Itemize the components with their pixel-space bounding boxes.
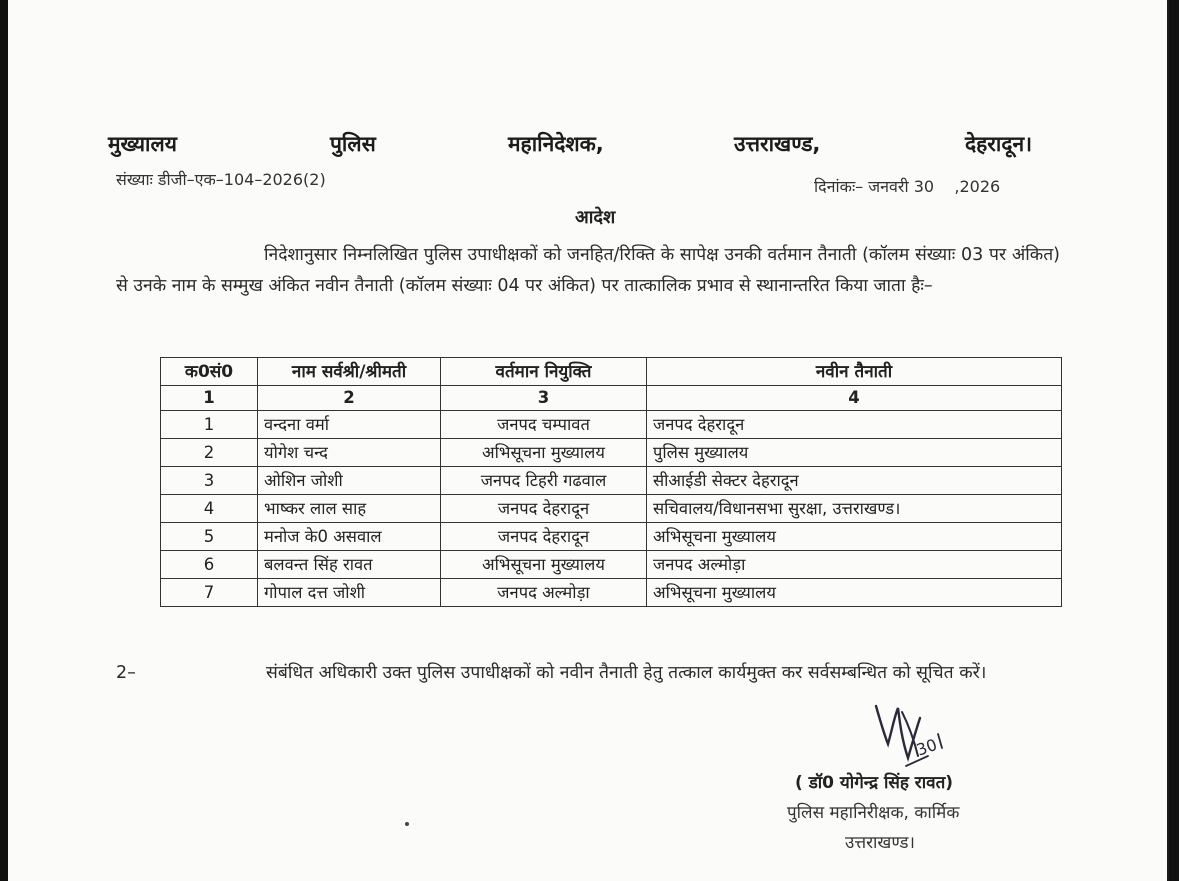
cell-current-posting: जनपद टिहरी गढवाल <box>441 467 647 495</box>
table-row <box>161 467 1062 495</box>
cell-current-posting: जनपद देहरादून <box>441 523 647 551</box>
reference-number: संख्याः डीजी–एक–104–2026(2) <box>116 170 326 189</box>
cell-serial: 3 <box>161 467 258 495</box>
cell-current-posting: जनपद देहरादून <box>441 495 647 523</box>
handwritten-signature <box>858 700 948 778</box>
cell-new-posting: अभिसूचना मुख्यालय <box>647 523 1062 551</box>
header-serial: क0सं0 <box>161 358 258 386</box>
cell-new-posting: सीआईडी सेक्टर देहरादून <box>647 467 1062 495</box>
paragraph-2-text: संबंधित अधिकारी उक्त पुलिस उपाधीक्षकों को नवीन तैनाती हेतु तत्काल कार्यमुक्त कर सर्वसम्बन्धित को सूचित करें। <box>266 663 987 683</box>
paragraph-number: 2– <box>116 663 136 683</box>
table-row <box>161 411 1062 439</box>
cell-current-posting: जनपद चम्पावत <box>441 411 647 439</box>
column-number: 2 <box>258 386 441 411</box>
cell-serial: 5 <box>161 523 258 551</box>
cell-name: मनोज के0 असवाल <box>258 523 441 551</box>
cell-current-posting: अभिसूचना मुख्यालय <box>441 551 647 579</box>
document-page <box>8 0 1167 881</box>
cell-name: योगेश चन्द <box>258 439 441 467</box>
cell-new-posting: जनपद देहरादून <box>647 411 1062 439</box>
header-word-uttarakhand: उत्तराखण्ड, <box>734 132 821 156</box>
order-paragraph-2 <box>116 658 1060 689</box>
transfer-table <box>160 357 1062 607</box>
cell-serial: 7 <box>161 579 258 607</box>
table-row <box>161 551 1062 579</box>
table-row <box>161 495 1062 523</box>
header-name: नाम सर्वश्री/श्रीमती <box>258 358 441 386</box>
cell-new-posting: पुलिस मुख्यालय <box>647 439 1062 467</box>
column-number: 3 <box>441 386 647 411</box>
column-number-row <box>161 386 1062 411</box>
header-new-posting: नवीन तैनाती <box>647 358 1062 386</box>
signatory-name: ( डॉ0 योगेन्द्र सिंह रावत) <box>795 773 954 793</box>
signature-date: 30 <box>913 734 940 760</box>
header-word-director-general: महानिदेशक, <box>508 132 604 156</box>
cell-name: गोपाल दत्त जोशी <box>258 579 441 607</box>
scan-right-border <box>1169 0 1179 881</box>
cell-name: ओशिन जोशी <box>258 467 441 495</box>
order-title: आदेश <box>575 207 616 228</box>
cell-name: बलवन्त सिंह रावत <box>258 551 441 579</box>
order-date: दिनांकः– जनवरी 30 ,2026 <box>814 177 1001 196</box>
column-number: 1 <box>161 386 258 411</box>
cell-name: वन्दना वर्मा <box>258 411 441 439</box>
order-paragraph-1: निदेशानुसार निम्नलिखित पुलिस उपाधीक्षकों को जनहित/रिक्ति के सापेक्ष उनकी वर्तमान तैनाती (कॉलम संख्याः 03 पर अंकित) से उनके नाम के सम्मुख अंकित नवीन तैनाती (कॉलम संख्याः 04 पर अंकित) पर तात्कालिक प्रभाव से स्थानान्तरित किया जाता हैः– <box>116 245 1060 296</box>
signatory-state: उत्तराखण्ड। <box>845 833 915 853</box>
cell-serial: 2 <box>161 439 258 467</box>
header-word-headquarters: मुख्यालय <box>108 132 177 156</box>
column-number: 4 <box>647 386 1062 411</box>
table-row <box>161 439 1062 467</box>
header-current-posting: वर्तमान नियुक्ति <box>441 358 647 386</box>
table-row <box>161 523 1062 551</box>
table-header-row <box>161 358 1062 386</box>
cell-current-posting: अभिसूचना मुख्यालय <box>441 439 647 467</box>
cell-new-posting: अभिसूचना मुख्यालय <box>647 579 1062 607</box>
table-row <box>161 579 1062 607</box>
ink-speck <box>405 822 409 826</box>
cell-current-posting: जनपद अल्मोड़ा <box>441 579 647 607</box>
cell-name: भाष्कर लाल साह <box>258 495 441 523</box>
header-word-dehradun: देहरादून। <box>965 132 1033 156</box>
cell-serial: 4 <box>161 495 258 523</box>
cell-new-posting: जनपद अल्मोड़ा <box>647 551 1062 579</box>
cell-new-posting: सचिवालय/विधानसभा सुरक्षा, उत्तराखण्ड। <box>647 495 1062 523</box>
header-word-police: पुलिस <box>330 132 376 156</box>
cell-serial: 6 <box>161 551 258 579</box>
signatory-designation: पुलिस महानिरीक्षक, कार्मिक <box>787 803 960 823</box>
cell-serial: 1 <box>161 411 258 439</box>
